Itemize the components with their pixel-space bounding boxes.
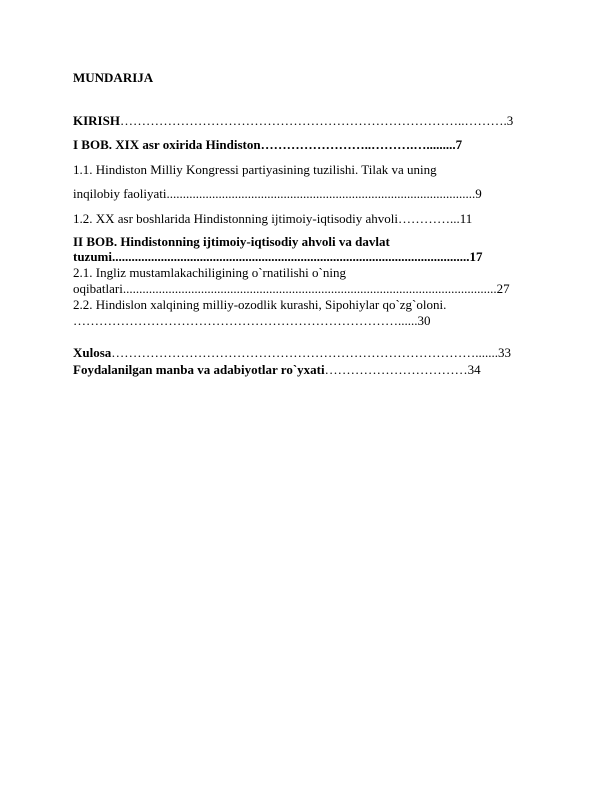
toc-leader-dots: ……………………………………………………………………..………. [119, 113, 507, 128]
toc-entry-xulosa [73, 345, 533, 361]
toc-page-number: 3 [506, 113, 514, 128]
toc-leader-dots: ............................................................................................... [166, 186, 476, 201]
toc-entry-1-2 [73, 211, 533, 227]
toc-entry-text: inqilobiy faoliyati [73, 186, 167, 201]
toc-entry-chapter-1 [73, 137, 533, 153]
toc-entry-2-1-cont [73, 281, 533, 297]
page-title: MUNDARIJA [73, 70, 154, 85]
toc-entry-1-1-cont [73, 186, 533, 202]
toc-page-number: 11 [459, 211, 473, 226]
toc-entry-text: 1.2. XX asr boshlarida Hindistonning ijtimoiy-iqtisodiy ahvoli [73, 211, 398, 226]
toc-page-number: 34 [467, 362, 481, 377]
toc-entry-text: Xulosa [73, 345, 112, 360]
toc-entry-text: II BOB. Hindistonning ijtimoiy-iqtisodiy ahvoli va davlat [73, 234, 390, 249]
toc-entry-text: 2.1. Ingliz mustamlakachiligining o`rnatilishi o`ning [73, 265, 346, 280]
toc-entry-chapter-2 [73, 234, 533, 250]
toc-leader-dots: …………………………… [324, 362, 468, 377]
toc-entry-text: Foydalanilgan manba va adabiyotlar ro`yxati [73, 362, 325, 377]
toc-leader-dots: …………... [397, 211, 460, 226]
toc-entry-text: tuzumi [73, 249, 112, 264]
toc-page-number: 33 [498, 345, 512, 360]
toc-entry-text: KIRISH [73, 113, 120, 128]
toc-entry-chapter-2-cont [73, 249, 533, 265]
toc-entry-kirish [73, 113, 533, 129]
toc-entry-references [73, 362, 533, 378]
toc-leader-dots: .............................................................................................................. [112, 249, 470, 264]
toc-entry-2-2-cont [73, 313, 533, 329]
toc-entry-text: 2.2. Hindislon xalqining milliy-ozodlik kurashi, Sipohiylar qo`zg`oloni. [73, 297, 447, 312]
toc-page-number: 30 [417, 313, 431, 328]
toc-page-number: 9 [475, 186, 482, 201]
toc-leader-dots: ................................................................................................................... [122, 281, 497, 296]
toc-entry-1-1 [73, 162, 533, 178]
toc-page-number: 17 [469, 249, 483, 264]
toc-entry-text: 1.1. Hindiston Milliy Kongressi partiyasining tuzilishi. Tilak va uning [73, 162, 437, 177]
toc-leader-dots: …………………………………………………………………...... [73, 313, 418, 328]
toc-entry-text: oqibatlari [73, 281, 123, 296]
toc-leader-dots: ……………………..……….…......... [260, 137, 456, 152]
toc-entry-text: I BOB. XIX asr oxirida Hindiston [73, 137, 261, 152]
toc-page-number: 27 [496, 281, 510, 296]
toc-leader-dots: …………………………………………………………………………....... [111, 345, 499, 360]
toc-entry-2-2 [73, 297, 533, 313]
toc-entry-2-1 [73, 265, 533, 281]
toc-page-number: 7 [455, 137, 463, 152]
